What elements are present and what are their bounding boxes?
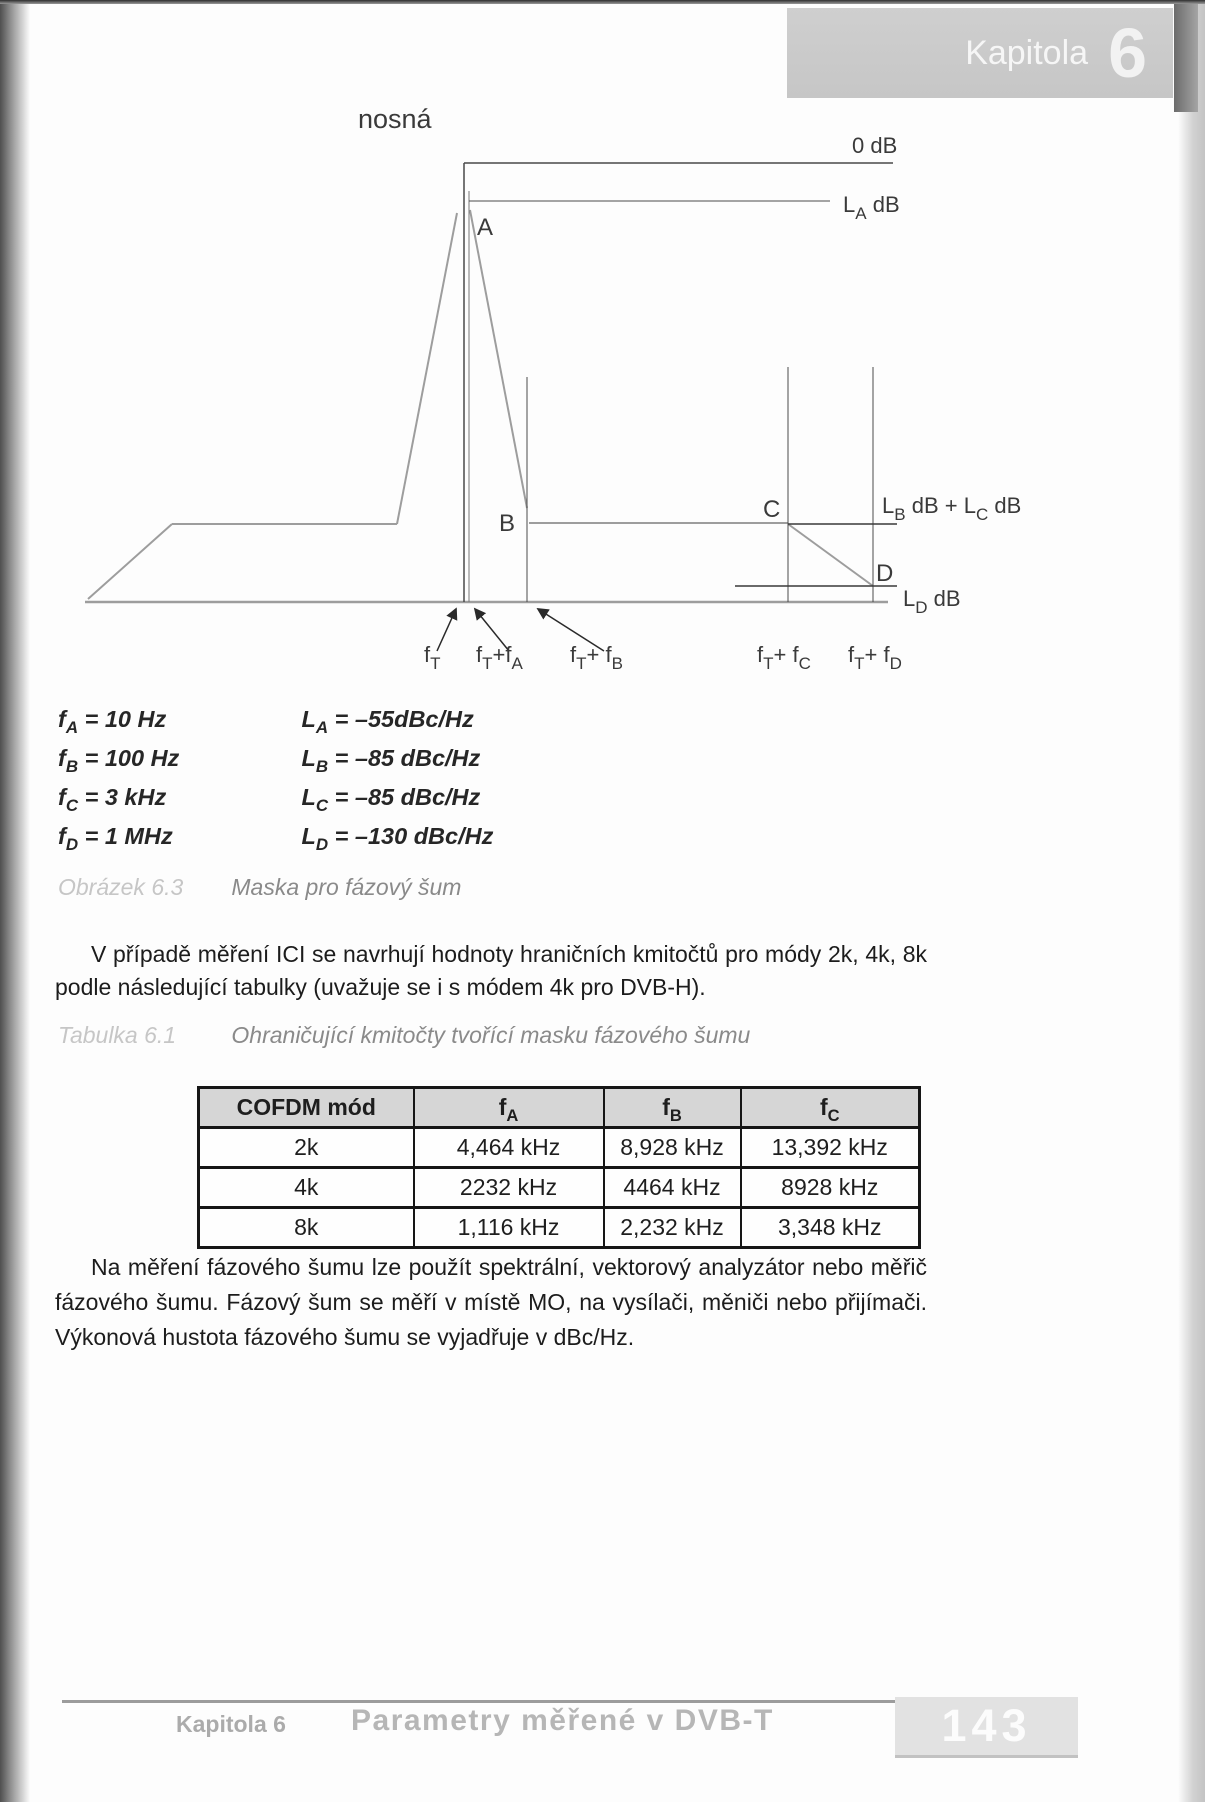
figure-legend bbox=[58, 700, 493, 856]
frequency-arrows bbox=[437, 609, 604, 651]
page-number-box bbox=[895, 1697, 1078, 1758]
legend-row: $f_C = 3$ kHz $L_C = -85$ dBc/Hz bbox=[58, 784, 481, 815]
table-row bbox=[199, 1128, 920, 1168]
zero-db-label: 0 dB bbox=[852, 133, 898, 158]
paragraph-line: fázového šumu. Fázový šum se měří v místě MO, na vysílači, měniči nebo přijímači. bbox=[55, 1289, 927, 1315]
figure-caption-label: Obrázek 6.3 bbox=[58, 874, 184, 900]
paragraph-line: V případě měření ICI se navrhují hodnoty hraničních kmitočtů pro módy 2k, 4k, 8k bbox=[91, 941, 927, 967]
page-number: 143 bbox=[941, 1700, 1032, 1751]
cell-fb: 8,928 kHz bbox=[604, 1128, 741, 1168]
table-header-row bbox=[199, 1088, 920, 1128]
col-header-fb: $f_B$ bbox=[604, 1088, 741, 1128]
paragraph-line: Na měření fázového šumu lze použít spektrální, vektorový analyzátor nebo měřič bbox=[91, 1254, 927, 1280]
paragraph-line: podle následující tabulky (uvažuje se i s módem 4k pro DVB-H). bbox=[55, 974, 706, 1000]
cell-fa: 2232 kHz bbox=[414, 1168, 604, 1208]
chapter-banner-number: 6 bbox=[1108, 14, 1147, 92]
legend-row: $f_B = 100$ Hz $L_B = -85$ dBc/Hz bbox=[58, 745, 481, 776]
freq-label-ft-fc: $f_T+ f_C$ bbox=[757, 642, 811, 673]
cell-fc: 8928 kHz bbox=[741, 1168, 920, 1208]
phase-noise-mask-figure bbox=[0, 0, 1205, 700]
freq-label-ft-fb: $f_T+ f_B$ bbox=[570, 642, 623, 673]
cell-fb: 4464 kHz bbox=[604, 1168, 741, 1208]
table-row bbox=[199, 1208, 920, 1248]
cell-mode: 2k bbox=[199, 1128, 414, 1168]
chapter-banner-label: Kapitola bbox=[965, 33, 1089, 72]
lb-lc-db-label: $L_B$ dB + $L_C$ dB bbox=[882, 493, 1022, 524]
cell-mode: 4k bbox=[199, 1168, 414, 1208]
footer-chapter: Kapitola 6 bbox=[176, 1711, 286, 1737]
carrier-label: nosná bbox=[358, 104, 432, 134]
freq-label-ft: $f_T$ bbox=[424, 642, 441, 673]
ld-db-label: $L_D$ dB bbox=[903, 586, 961, 617]
table-caption bbox=[58, 1022, 750, 1049]
reference-lines bbox=[464, 163, 897, 602]
paragraph-ici bbox=[55, 938, 927, 1004]
cofdm-frequency-table bbox=[197, 1086, 921, 1249]
table-caption-text: Ohraničující kmitočty tvořící masku fázového šumu bbox=[231, 1022, 751, 1048]
table-row bbox=[199, 1168, 920, 1208]
point-a-label: A bbox=[477, 214, 494, 241]
figure-caption-text: Maska pro fázový šum bbox=[231, 874, 462, 900]
mask-outline bbox=[85, 210, 888, 602]
point-c-label: C bbox=[763, 496, 781, 523]
col-header-fa: $f_A$ bbox=[414, 1088, 604, 1128]
col-header-cofdm: COFDM mód bbox=[199, 1088, 414, 1128]
table-caption-label: Tabulka 6.1 bbox=[58, 1022, 177, 1048]
paragraph-line: Výkonová hustota fázového šumu se vyjadřuje v dBc/Hz. bbox=[55, 1324, 635, 1350]
footer-rule bbox=[62, 1700, 900, 1703]
la-db-label: $L_A$ dB bbox=[843, 192, 900, 223]
point-b-label: B bbox=[499, 510, 516, 537]
cell-fb: 2,232 kHz bbox=[604, 1208, 741, 1248]
freq-label-ft-fd: $f_T+ f_D$ bbox=[848, 642, 902, 673]
legend-row: $f_A = 10$ Hz $L_A = -55dBc/Hz$ bbox=[58, 706, 474, 737]
cell-fc: 3,348 kHz bbox=[741, 1208, 920, 1248]
freq-label-ft-fa: $f_T+f_A$ bbox=[476, 642, 523, 673]
legend-row: $f_D = 1$ MHz $L_D = -130$ dBc/Hz bbox=[58, 823, 494, 854]
figure-caption bbox=[58, 874, 461, 901]
point-d-label: D bbox=[876, 560, 894, 587]
footer-title: Parametry měřené v DVB-T bbox=[351, 1704, 774, 1737]
col-header-fc: $f_C$ bbox=[741, 1088, 920, 1128]
cell-fa: 1,116 kHz bbox=[414, 1208, 604, 1248]
cell-mode: 8k bbox=[199, 1208, 414, 1248]
cell-fa: 4,464 kHz bbox=[414, 1128, 604, 1168]
paragraph-measurement bbox=[55, 1250, 927, 1355]
cell-fc: 13,392 kHz bbox=[741, 1128, 920, 1168]
